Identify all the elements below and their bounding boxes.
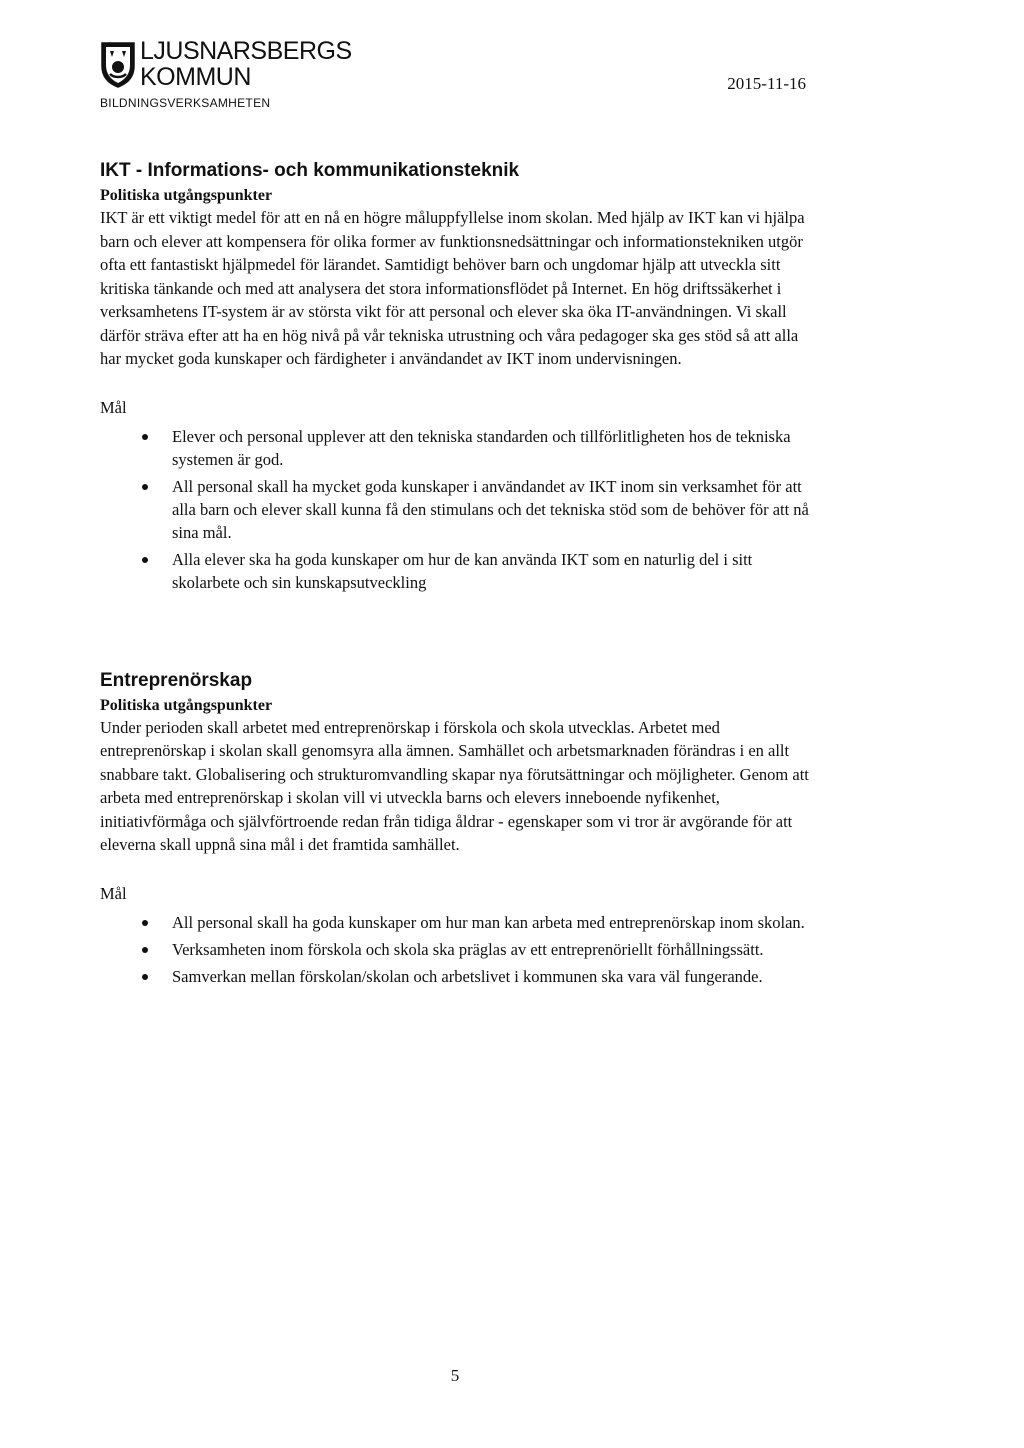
section-ikt <box>100 158 820 594</box>
section-paragraph: IKT är ett viktigt medel för att en nå en högre måluppfyllelse inom skolan. Med hjälp av IKT kan vi hjälpa barn och elever att kompensera för olika former av funktionsnedsättningar och informationstekniken utgör ofta ett fantastiskt hjälpmedel för lärandet. Samtidigt behöver barn och ungdomar hjälp att utveckla sitt kritiska tänkande och med att analysera det stora informationsflödet på Internet. En hög driftssäkerhet i verksamhetens IT-system är av största vikt för att personal och elever ska öka IT-användningen. Vi skall därför sträva efter att ha en hög nivå på vår tekniska utrustning och våra pedagoger ska ges stöd så att alla har mycket goda kunskaper och färdigheter i användandet av IKT inom undervisningen. <box>100 208 805 368</box>
bullet-icon <box>142 947 148 953</box>
goal-text: Samverkan mellan förskolan/skolan och arbetslivet i kommunen ska vara väl fungerande. <box>172 966 763 986</box>
goal-item <box>100 965 820 988</box>
goal-text: All personal skall ha goda kunskaper om hur man kan arbeta med entreprenörskap inom skolan. <box>172 912 805 932</box>
goal-item <box>100 938 820 961</box>
section-paragraph: Under perioden skall arbetet med entreprenörskap i förskola och skola utvecklas. Arbetet med entreprenörskap i skolan skall genomsyra alla ämnen. Samhället och arbetsmarknaden förändras i en allt snabbare takt. Globalisering och strukturomvandling skapar nya förutsättningar och möjligheter. Genom att arbeta med entreprenörskap i skolan vill vi utveckla barns och elevers inneboende nyfikenhet, initiativförmåga och självförtroende redan från tidiga åldrar - egenskaper som vi tror är avgörande för att eleverna skall uppnå sina mål i det framtida samhället. <box>100 717 809 854</box>
document-content <box>100 158 820 992</box>
section-title: Entreprenörskap <box>100 669 253 691</box>
goals-label: Mål <box>100 397 127 417</box>
goal-text: Alla elever ska ha goda kunskaper om hur de kan använda IKT som en naturlig del i sitt skolarbete och sin kunskapsutveckling <box>172 549 753 592</box>
bullet-icon <box>142 557 148 563</box>
goal-item <box>100 425 820 471</box>
goal-text: Verksamheten inom förskola och skola ska präglas av ett entreprenöriellt förhållningssätt. <box>172 939 764 959</box>
goal-text: Elever och personal upplever att den tekniska standarden och tillförlitligheten hos de tekniska systemen är god. <box>172 426 791 469</box>
goal-text: All personal skall ha mycket goda kunskaper i användandet av IKT inom sin verksamhet för att alla barn och elever skall kunna få den stimulans och det tekniska stöd som de behöver för att nå sina mål. <box>172 476 809 542</box>
section-spacer <box>100 598 820 668</box>
goals-label: Mål <box>100 883 127 903</box>
section-title: IKT - Informations- och kommunikationsteknik <box>100 160 520 181</box>
goals-list <box>100 425 820 594</box>
goal-item <box>100 475 820 544</box>
page-number: 5 <box>450 1366 460 1385</box>
goal-item <box>100 548 820 594</box>
goal-item <box>100 911 820 934</box>
organization-name-line2: KOMMUN <box>140 63 251 91</box>
organization-name-line1: LJUSNARSBERGS <box>140 37 352 65</box>
section-subtitle: Politiska utgångspunkter <box>100 187 273 204</box>
document-date: 2015-11-16 <box>727 74 806 93</box>
bullet-icon <box>142 974 148 980</box>
section-subtitle: Politiska utgångspunkter <box>100 696 273 714</box>
goals-list <box>100 911 820 988</box>
department-name: BILDNINGSVERKSAMHETEN <box>100 96 271 110</box>
bullet-icon <box>142 434 148 440</box>
municipal-crest-icon <box>100 40 136 88</box>
section-entreprenorskap <box>100 668 820 988</box>
bullet-icon <box>142 484 148 490</box>
bullet-icon <box>142 920 148 926</box>
